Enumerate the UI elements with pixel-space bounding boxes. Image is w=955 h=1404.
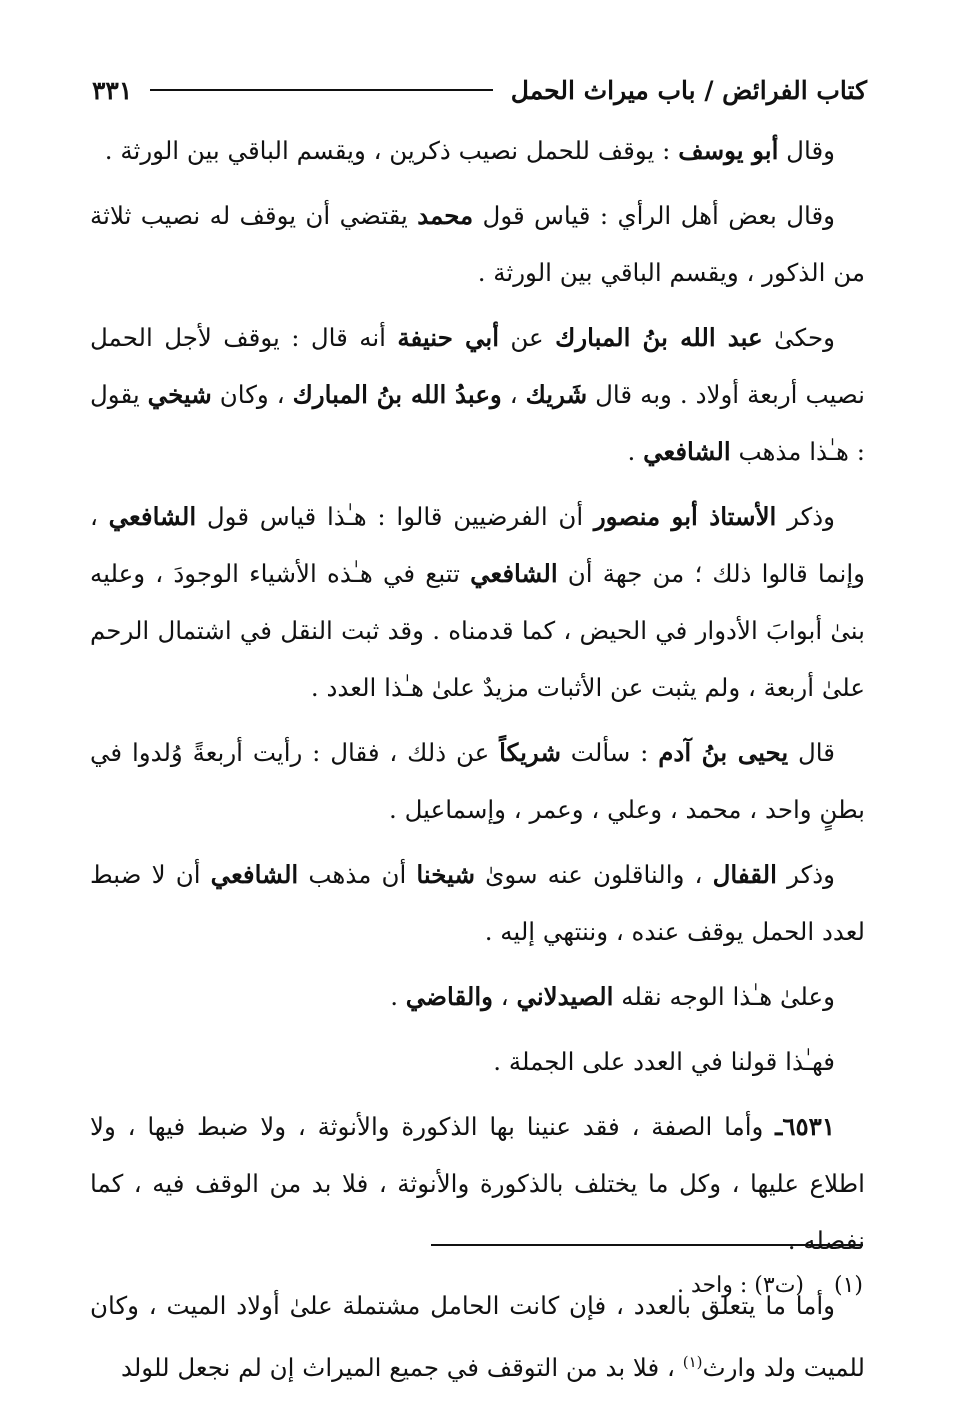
bold-name: محمد (417, 201, 474, 230)
bold-name: أبي حنيفة (397, 323, 500, 352)
bold-name: والقاضي (405, 982, 493, 1011)
page-header (92, 66, 867, 114)
section-number: ٦٥٣١ـ (775, 1112, 835, 1141)
bold-name: شيخنا (416, 860, 476, 889)
paragraph-5: قال يحيى بنُ آدم : سألت شريكاً عن ذلك ، فقال : رأيت أربعةً وُلدوا في بطنٍ واحد ، محمد ، وعلي ، وعمر ، وإسماعيل . (90, 738, 865, 824)
main-text (90, 122, 865, 1404)
paragraph-3: وحكىٰ عبد الله بنُ المبارك عن أبي حنيفة أنه قال : يوقف لأجل الحمل نصيب أربعة أولاد . وبه قال شَريك ، وعبدُ الله بنُ المبارك ، وكان شيخي يقول : هـٰذا مذهب الشافعي . (90, 323, 865, 466)
bold-name: الشافعي (643, 437, 731, 466)
bold-name: الصيدلاني (516, 982, 614, 1011)
paragraph-9: ٦٥٣١ـ وأما الصفة ، فقد عنينا بها الذكورة والأنوثة ، ولا ضبط فيها ، ولا اطلاع عليها ، وكل ما يختلف بالذكورة والأنوثة ، فلا بد من الوقف فيه ، كما نفصله . (90, 1112, 865, 1255)
footnote-marker: (١) (833, 1273, 863, 1298)
bold-name: الشافعي (108, 502, 197, 531)
page-number: ٣٣١ (92, 75, 133, 105)
paragraph-8: فهـٰذا قولنا في العدد على الجملة . (493, 1047, 835, 1076)
bold-name: الأستاذ أبو منصور (593, 502, 777, 531)
bold-name: عبد الله بنُ المبارك (555, 323, 763, 352)
bold-name: وعبدُ الله بنُ المبارك (292, 380, 502, 409)
paragraph-4: وذكر الأستاذ أبو منصور أن الفرضيين قالوا : هـٰذا قياس قول الشافعي ، وإنما قالوا ذلك ؛ من جهة أن الشافعي تتبع في هـٰذه الأشياء الوجودَ ، وعليه بنىٰ أبوابَ الأدوار في الحيض ، كما قدمناه . وقد ثبت النقل في اشتمال الرحم علىٰ أربعة ، ولم يثبت عن الأثبات مزيدٌ علىٰ هـٰذا العدد . (90, 502, 865, 702)
bold-name: شَريك (525, 380, 588, 409)
paragraph-2: وقال بعض أهل الرأي : قياس قول محمد يقتضي أن يوقف له نصيب ثلاثة من الذكور ، ويقسم الباقي بين الورثة . (90, 201, 865, 287)
bold-name: الشافعي (210, 860, 299, 889)
bold-name: الشافعي (470, 559, 558, 588)
footnote-text: (ت٣) : واحد . (677, 1273, 804, 1298)
footnote (92, 1268, 863, 1304)
paragraph-10: وأما ما يتعلق بالعدد ، فإن كانت الحامل مشتملة علىٰ أولاد الميت ، وكان للميت ولد وارث$^{(١)}$ ، فلا بد من التوقف في جميع الميراث إن لم نجعل للولد (90, 1291, 865, 1383)
footnote-rule (431, 1244, 863, 1246)
bold-name: شريكاً (499, 738, 561, 767)
bold-name: أبو يوسف (678, 136, 779, 165)
paragraph-6: وذكر القفال ، والناقلون عنه سوىٰ شيخنا أن مذهب الشافعي أن لا ضبط لعدد الحمل يوقف عنده ، وننتهي إليه . (90, 860, 865, 946)
bold-name: يحيى بنُ آدم (658, 738, 789, 767)
footnote-ref[interactable]: (١) (682, 1353, 703, 1371)
header-rule (150, 89, 493, 91)
paragraph-1: وقال أبو يوسف : يوقف للحمل نصيب ذكرين ، ويقسم الباقي بين الورثة . (104, 136, 835, 165)
bold-name: شيخي (147, 380, 212, 409)
running-title: كتاب الفرائض / باب ميراث الحمل (510, 75, 867, 105)
bold-name: القفال (712, 860, 777, 889)
paragraph-7: وعلىٰ هـٰذا الوجه نقله الصيدلاني ، والقاضي . (390, 982, 835, 1011)
